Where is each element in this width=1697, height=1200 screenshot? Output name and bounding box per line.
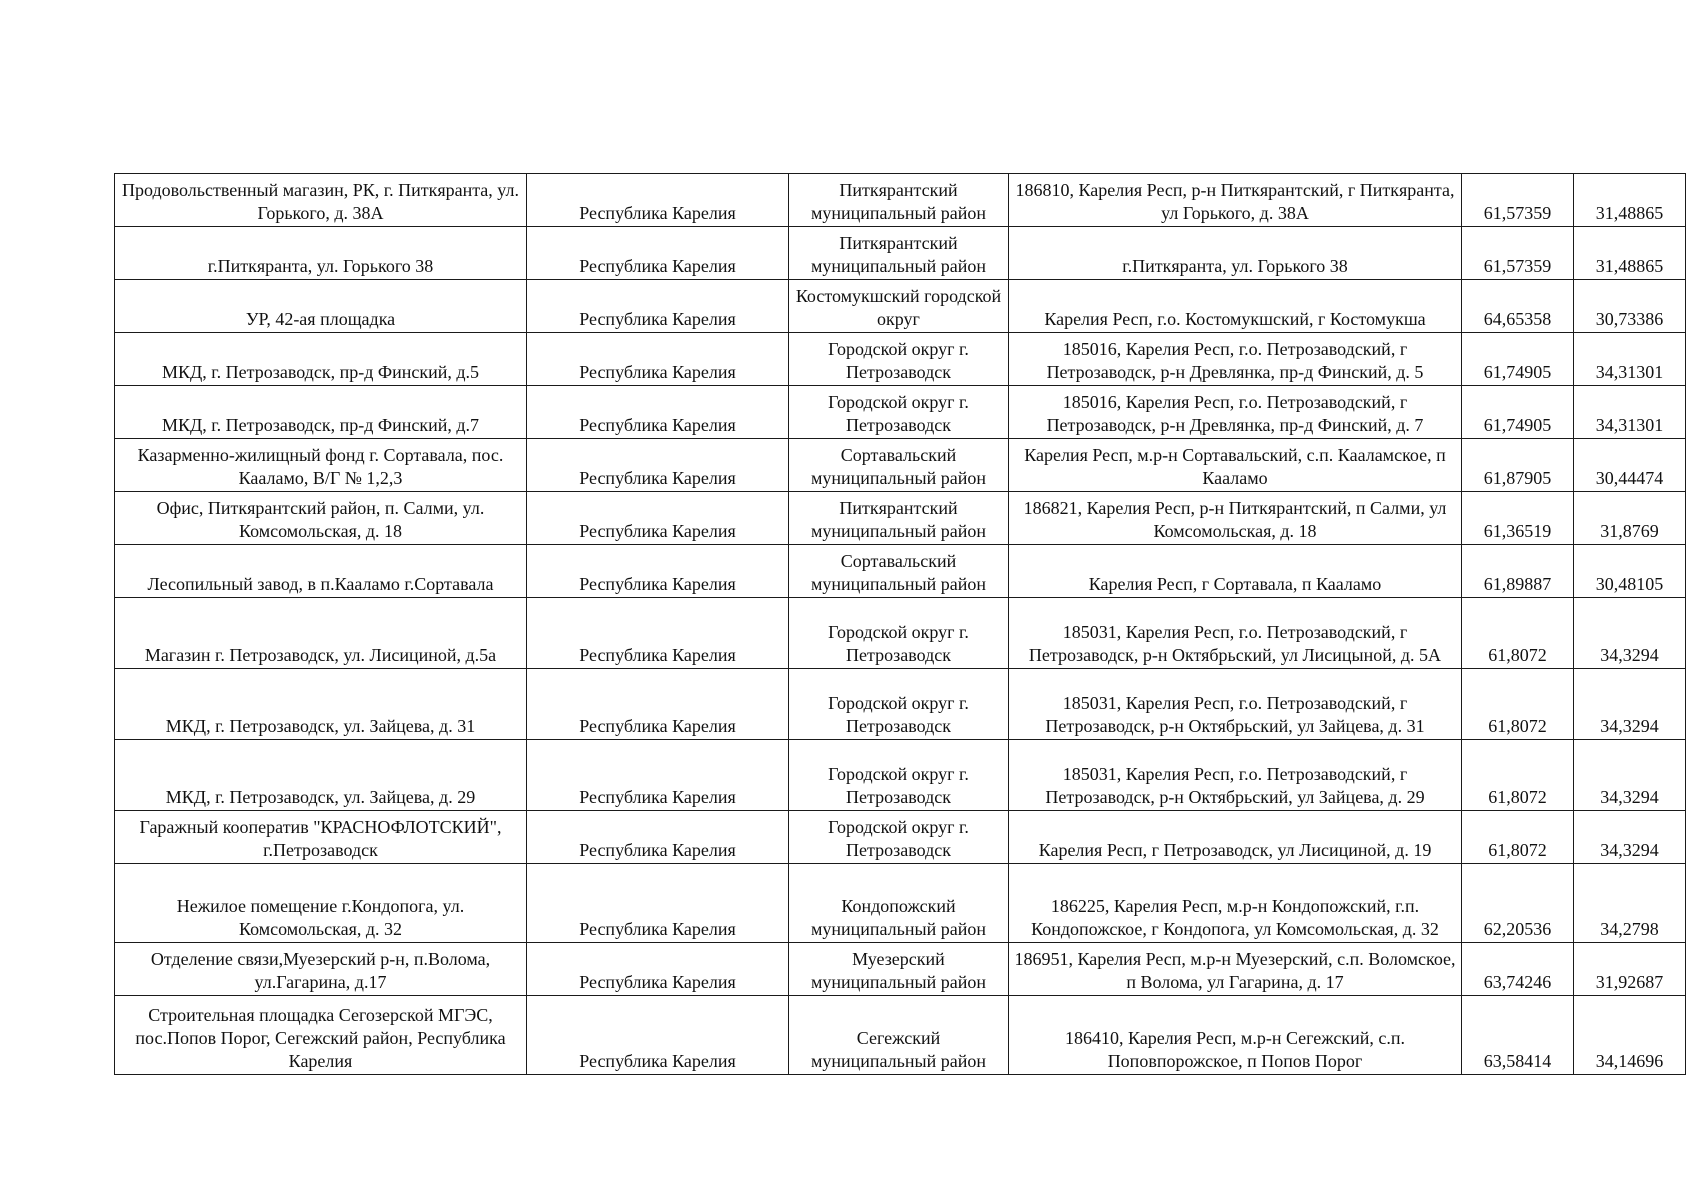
object-name-cell: Строительная площадка Сегозерской МГЭС, пос.Попов Порог, Сегежский район, Республика Карелия [115,996,527,1075]
municipality-cell: Городской округ г. Петрозаводск [789,333,1009,386]
latitude-cell: 61,57359 [1462,227,1574,280]
object-name-cell: Нежилое помещение г.Кондопога, ул. Комсомольская, д. 32 [115,864,527,943]
municipality-cell: Городской округ г. Петрозаводск [789,386,1009,439]
longitude-cell: 34,31301 [1574,333,1686,386]
object-name-cell: Отделение связи,Муезерский р-н, п.Волома, ул.Гагарина, д.17 [115,943,527,996]
object-name-cell: Лесопильный завод, в п.Кааламо г.Сортавала [115,545,527,598]
latitude-cell: 64,65358 [1462,280,1574,333]
longitude-cell: 34,3294 [1574,811,1686,864]
municipality-cell: Городской округ г. Петрозаводск [789,811,1009,864]
address-cell: Карелия Респ, г Сортавала, п Кааламо [1009,545,1462,598]
municipality-cell: Питкярантский муниципальный район [789,174,1009,227]
region-cell: Республика Карелия [527,740,789,811]
longitude-cell: 34,3294 [1574,598,1686,669]
latitude-cell: 61,89887 [1462,545,1574,598]
latitude-cell: 62,20536 [1462,864,1574,943]
municipality-cell: Костомукшский городской округ [789,280,1009,333]
longitude-cell: 30,44474 [1574,439,1686,492]
address-cell: 186410, Карелия Респ, м.р-н Сегежский, с.п. Поповпорожское, п Попов Порог [1009,996,1462,1075]
address-cell: 185031, Карелия Респ, г.о. Петрозаводский, г Петрозаводск, р-н Октябрьский, ул Лисицыной, д. 5А [1009,598,1462,669]
address-cell: г.Питкяранта, ул. Горького 38 [1009,227,1462,280]
longitude-cell: 30,73386 [1574,280,1686,333]
longitude-cell: 34,3294 [1574,669,1686,740]
table-row [115,864,1686,943]
region-cell: Республика Карелия [527,333,789,386]
address-cell: 186810, Карелия Респ, р-н Питкярантский, г Питкяранта, ул Горького, д. 38А [1009,174,1462,227]
region-cell: Республика Карелия [527,943,789,996]
municipality-cell: Питкярантский муниципальный район [789,492,1009,545]
region-cell: Республика Карелия [527,669,789,740]
region-cell: Республика Карелия [527,996,789,1075]
table-row [115,227,1686,280]
object-name-cell: Продовольственный магазин, РК, г. Питкяранта, ул. Горького, д. 38А [115,174,527,227]
region-cell: Республика Карелия [527,598,789,669]
longitude-cell: 30,48105 [1574,545,1686,598]
table-body [115,174,1686,1075]
addresses-table [114,173,1686,1075]
longitude-cell: 31,92687 [1574,943,1686,996]
region-cell: Республика Карелия [527,386,789,439]
address-cell: 185016, Карелия Респ, г.о. Петрозаводский, г Петрозаводск, р-н Древлянка, пр-д Финский, д. 7 [1009,386,1462,439]
latitude-cell: 61,57359 [1462,174,1574,227]
object-name-cell: УР, 42-ая площадка [115,280,527,333]
table-row [115,943,1686,996]
latitude-cell: 63,74246 [1462,943,1574,996]
longitude-cell: 31,48865 [1574,174,1686,227]
address-cell: Карелия Респ, м.р-н Сортавальский, с.п. Кааламское, п Кааламо [1009,439,1462,492]
table-row [115,545,1686,598]
address-cell: 186225, Карелия Респ, м.р-н Кондопожский, г.п. Кондопожское, г Кондопога, ул Комсомольская, д. 32 [1009,864,1462,943]
latitude-cell: 61,74905 [1462,386,1574,439]
region-cell: Республика Карелия [527,280,789,333]
object-name-cell: Казарменно-жилищный фонд г. Сортавала, пос. Кааламо, В/Г № 1,2,3 [115,439,527,492]
object-name-cell: МКД, г. Петрозаводск, пр-д Финский, д.7 [115,386,527,439]
address-cell: 185016, Карелия Респ, г.о. Петрозаводский, г Петрозаводск, р-н Древлянка, пр-д Финский, д. 5 [1009,333,1462,386]
table-row [115,280,1686,333]
object-name-cell: Офис, Питкярантский район, п. Салми, ул. Комсомольская, д. 18 [115,492,527,545]
longitude-cell: 34,3294 [1574,740,1686,811]
table-row [115,740,1686,811]
municipality-cell: Питкярантский муниципальный район [789,227,1009,280]
latitude-cell: 61,8072 [1462,669,1574,740]
table-row [115,669,1686,740]
longitude-cell: 34,2798 [1574,864,1686,943]
object-name-cell: Магазин г. Петрозаводск, ул. Лисициной, д.5а [115,598,527,669]
municipality-cell: Городской округ г. Петрозаводск [789,598,1009,669]
table-row [115,174,1686,227]
address-cell: 185031, Карелия Респ, г.о. Петрозаводский, г Петрозаводск, р-н Октябрьский, ул Зайцева, д. 29 [1009,740,1462,811]
object-name-cell: МКД, г. Петрозаводск, ул. Зайцева, д. 31 [115,669,527,740]
region-cell: Республика Карелия [527,811,789,864]
longitude-cell: 31,48865 [1574,227,1686,280]
municipality-cell: Городской округ г. Петрозаводск [789,669,1009,740]
latitude-cell: 63,58414 [1462,996,1574,1075]
municipality-cell: Сегежский муниципальный район [789,996,1009,1075]
table-row [115,996,1686,1075]
latitude-cell: 61,87905 [1462,439,1574,492]
region-cell: Республика Карелия [527,864,789,943]
table-row [115,333,1686,386]
table-row [115,439,1686,492]
municipality-cell: Кондопожский муниципальный район [789,864,1009,943]
object-name-cell: Гаражный кооператив "КРАСНОФЛОТСКИЙ", г.Петрозаводск [115,811,527,864]
municipality-cell: Городской округ г. Петрозаводск [789,740,1009,811]
longitude-cell: 34,31301 [1574,386,1686,439]
address-cell: Карелия Респ, г Петрозаводск, ул Лисициной, д. 19 [1009,811,1462,864]
region-cell: Республика Карелия [527,174,789,227]
latitude-cell: 61,8072 [1462,598,1574,669]
object-name-cell: г.Питкяранта, ул. Горького 38 [115,227,527,280]
municipality-cell: Сортавальский муниципальный район [789,545,1009,598]
latitude-cell: 61,8072 [1462,740,1574,811]
latitude-cell: 61,74905 [1462,333,1574,386]
table-row [115,598,1686,669]
municipality-cell: Сортавальский муниципальный район [789,439,1009,492]
table-row [115,386,1686,439]
address-cell: 185031, Карелия Респ, г.о. Петрозаводский, г Петрозаводск, р-н Октябрьский, ул Зайцева, д. 31 [1009,669,1462,740]
longitude-cell: 34,14696 [1574,996,1686,1075]
region-cell: Республика Карелия [527,439,789,492]
region-cell: Республика Карелия [527,492,789,545]
region-cell: Республика Карелия [527,227,789,280]
table-row [115,811,1686,864]
latitude-cell: 61,36519 [1462,492,1574,545]
latitude-cell: 61,8072 [1462,811,1574,864]
object-name-cell: МКД, г. Петрозаводск, ул. Зайцева, д. 29 [115,740,527,811]
table-row [115,492,1686,545]
longitude-cell: 31,8769 [1574,492,1686,545]
address-cell: Карелия Респ, г.о. Костомукшский, г Костомукша [1009,280,1462,333]
region-cell: Республика Карелия [527,545,789,598]
municipality-cell: Муезерский муниципальный район [789,943,1009,996]
object-name-cell: МКД, г. Петрозаводск, пр-д Финский, д.5 [115,333,527,386]
address-cell: 186821, Карелия Респ, р-н Питкярантский, п Салми, ул Комсомольская, д. 18 [1009,492,1462,545]
address-cell: 186951, Карелия Респ, м.р-н Муезерский, с.п. Воломское, п Волома, ул Гагарина, д. 17 [1009,943,1462,996]
